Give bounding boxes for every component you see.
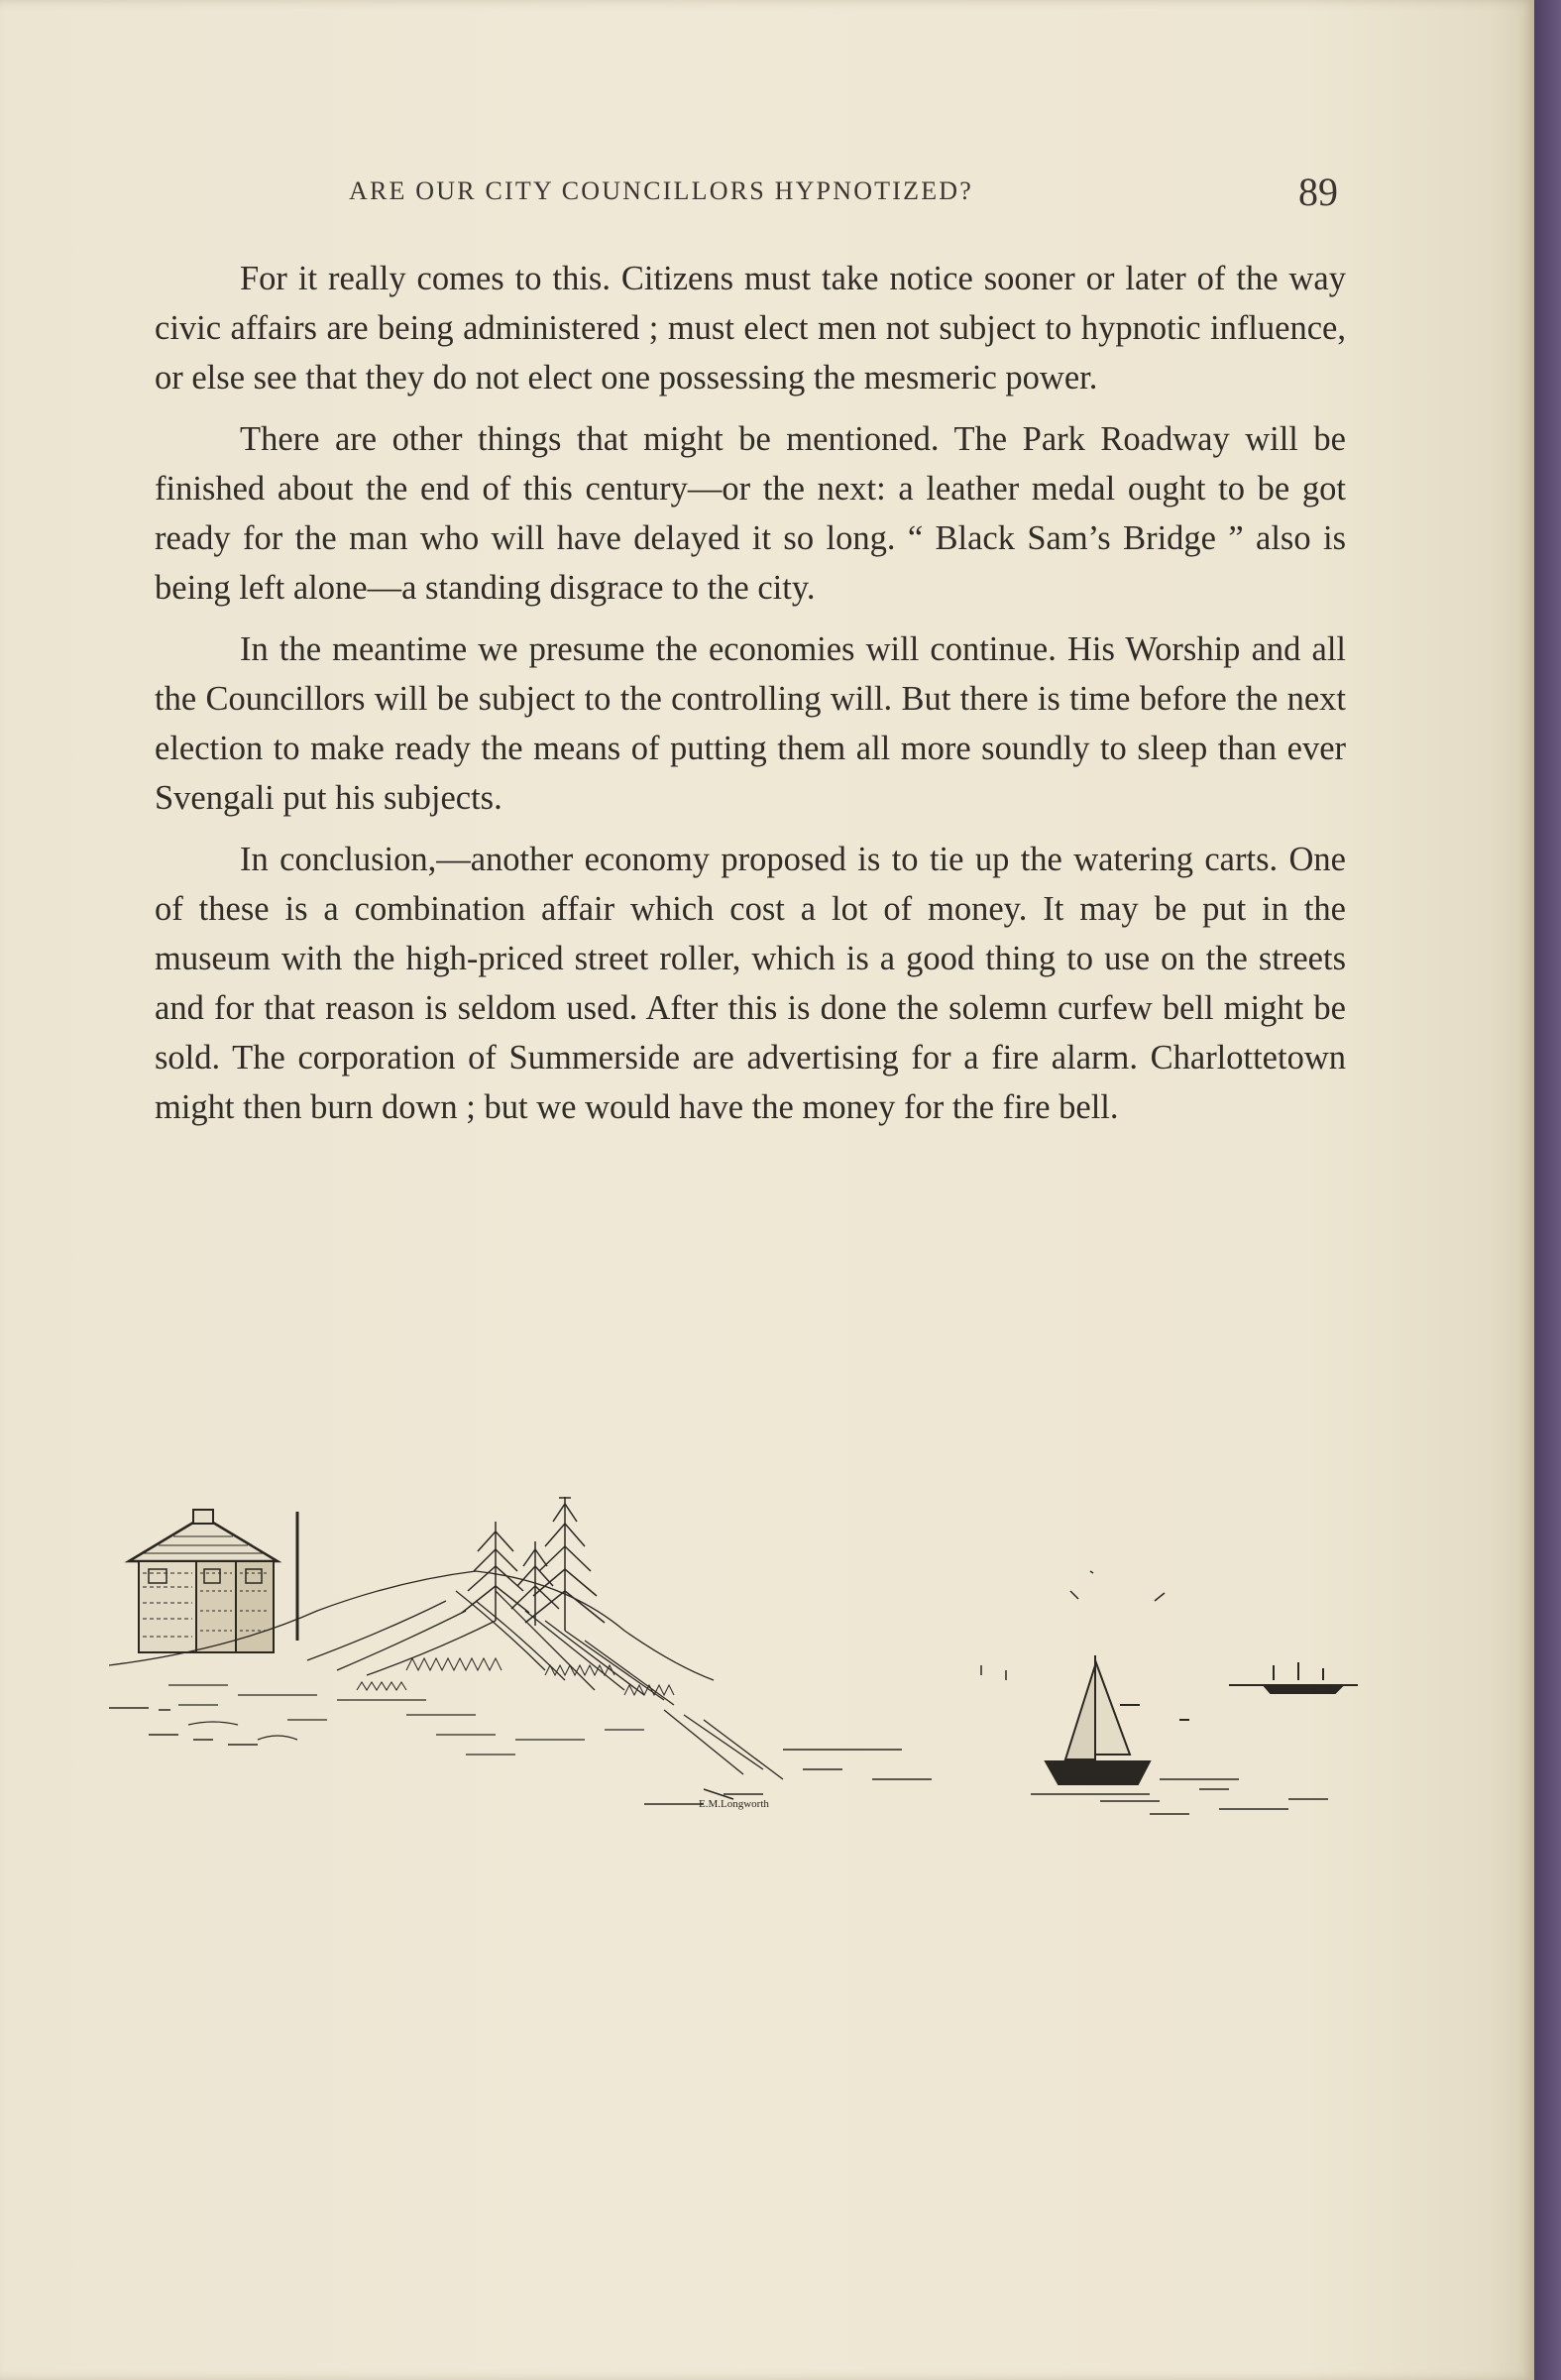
running-head-title: ARE OUR CITY COUNCILLORS HYPNOTIZED? [349,176,973,205]
paragraph: For it really comes to this. Citizens must take notice sooner or later of the way civic affairs are being administered ; must elect men not subject to hypnotic influence, or else see that they do not elect one possessing the mesmeric power. [155,260,1346,397]
book-edge [1534,0,1561,2380]
illustrator-signature: E.M.Longworth [699,1798,769,1810]
house-drawing [129,1510,297,1652]
birds-drawing [1070,1571,1165,1601]
grass-drawing [357,1658,674,1695]
sailboat-drawing [1046,1655,1189,1784]
paragraph: There are other things that might be mentioned. The Park Roadway will be finished about the end of this century—or the next: a leather medal ought to be got ready for the man who will have delayed it so long. “ Black Sam’s Bridge ” also is being left alone—a standing disgrace to the city. [155,420,1346,607]
coastal-scene-illustration [109,1492,1397,1908]
water-lines-drawing [109,1665,1328,1814]
pine-trees-drawing [462,1497,605,1631]
page-number: 89 [1298,170,1338,214]
distant-ship-drawing [1229,1662,1358,1693]
body-text [155,254,1346,1144]
paragraph: In the meantime we presume the economies will continue. His Worship and all the Councillors will be subject to the controlling will. But there is time before the next election to make ready the means of putting them all more soundly to sleep than ever Svengali put his subjects. [155,630,1346,817]
paragraph: In conclusion,—another economy proposed is to tie up the watering carts. One of these is a combination affair which cost a lot of money. It may be put in the museum with the high-priced street roller, which is a good thing to use on the streets and for that reason is seldom used. After this is done the solemn curfew bell might be sold. The corporation of Summerside are advertising for a fire alarm. Charlottetown might then burn down ; but we would have the money for the fire bell. [155,841,1346,1126]
